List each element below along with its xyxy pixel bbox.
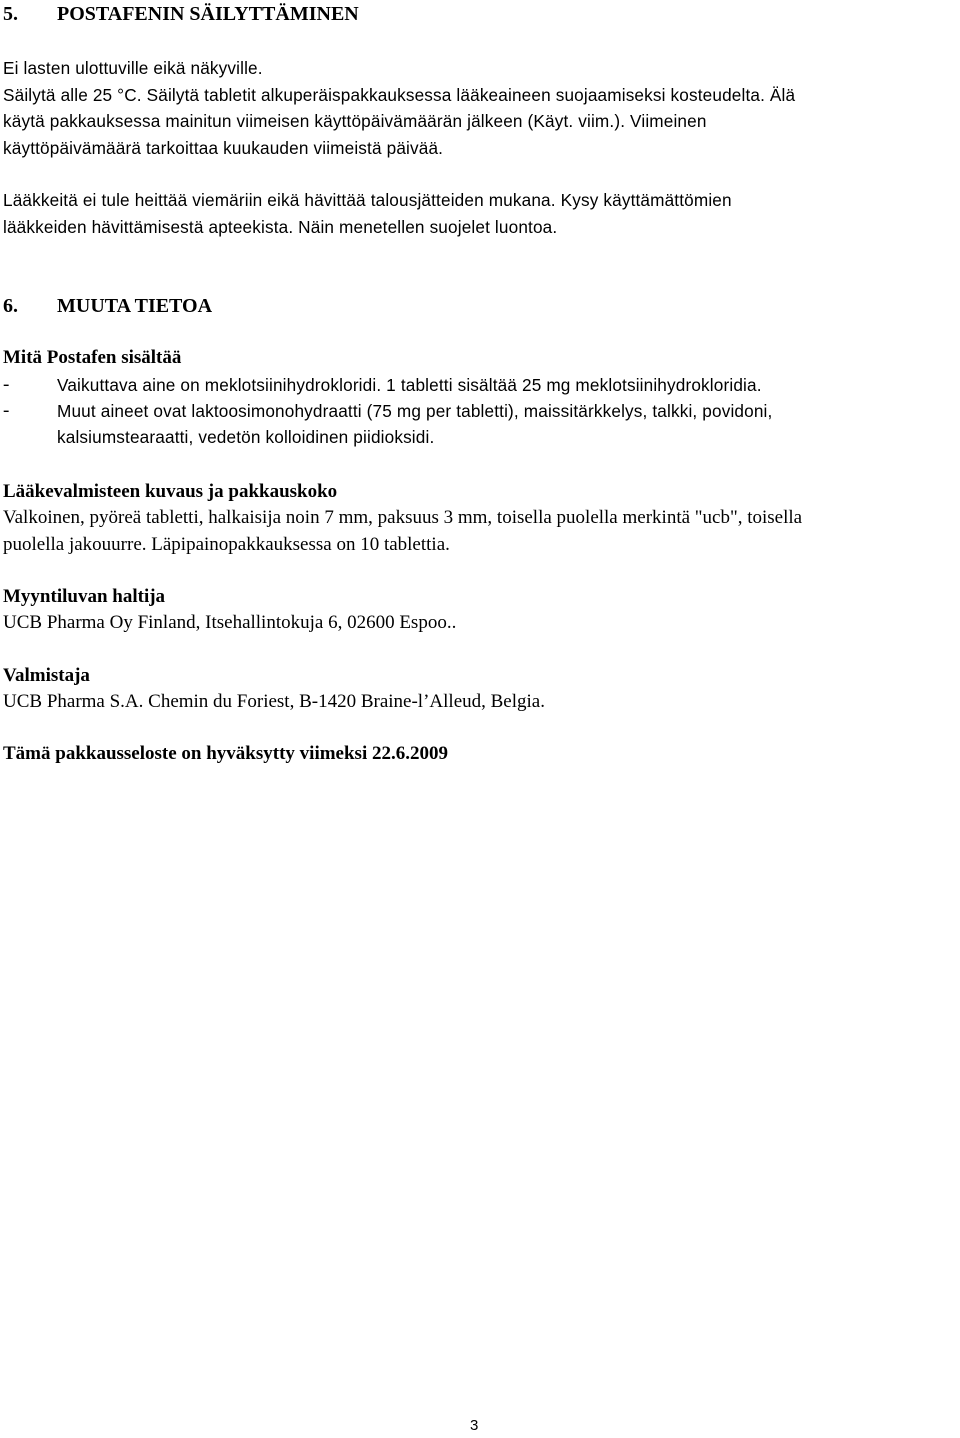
contents-heading: Mitä Postafen sisältää bbox=[3, 347, 182, 368]
storage-line-3: käytä pakkauksessa mainitun viimeisen käyttöpäivämäärän jälkeen (Käyt. viim.). Viimeinen bbox=[3, 111, 707, 131]
active-ingredient-line: Vaikuttava aine on meklotsiinihydrokloridi. 1 tabletti sisältää 25 mg meklotsiinihydrokloridia. bbox=[57, 375, 762, 395]
excipients-line-1: Muut aineet ovat laktoosimonohydraatti (75 mg per tabletti), maissitärkkelys, talkki, povidoni, bbox=[57, 401, 773, 421]
disposal-line-2: lääkkeiden hävittämisestä apteekista. Näin menetellen suojelet luontoa. bbox=[3, 217, 558, 237]
holder-text: UCB Pharma Oy Finland, Itsehallintokuja 6, 02600 Espoo.. bbox=[3, 612, 457, 633]
storage-line-2: Säilytä alle 25 °C. Säilytä tabletit alkuperäispakkauksessa lääkeaineen suojaamiseksi kosteudelta. Älä bbox=[3, 85, 796, 105]
section-5-title: POSTAFENIN SÄILYTTÄMINEN bbox=[57, 3, 359, 25]
section-6-heading bbox=[3, 293, 212, 319]
description-heading: Lääkevalmisteen kuvaus ja pakkauskoko bbox=[3, 481, 338, 502]
bullet-marker-1: - bbox=[3, 374, 10, 395]
manufacturer-text: UCB Pharma S.A. Chemin du Foriest, B-1420 Braine-l’Alleud, Belgia. bbox=[3, 691, 545, 712]
section-5-heading bbox=[3, 1, 359, 27]
holder-heading: Myyntiluvan haltija bbox=[3, 586, 166, 607]
bullet-marker-2: - bbox=[3, 400, 10, 421]
approval-date: Tämä pakkausseloste on hyväksytty viimeksi 22.6.2009 bbox=[3, 743, 448, 764]
excipients-line-2: kalsiumstearaatti, vedetön kolloidinen piidioksidi. bbox=[57, 427, 435, 447]
page-number: 3 bbox=[470, 1417, 479, 1434]
storage-line-1: Ei lasten ulottuville eikä näkyville. bbox=[3, 58, 263, 78]
manufacturer-heading: Valmistaja bbox=[3, 665, 90, 686]
section-6-title: MUUTA TIETOA bbox=[57, 295, 213, 317]
section-6-number: 6. bbox=[3, 295, 18, 317]
section-5-number: 5. bbox=[3, 3, 18, 25]
description-line-2: puolella jakouurre. Läpipainopakkauksessa on 10 tablettia. bbox=[3, 534, 450, 555]
description-line-1: Valkoinen, pyöreä tabletti, halkaisija noin 7 mm, paksuus 3 mm, toisella puolella merkintä "ucb", toisella bbox=[3, 507, 803, 528]
disposal-line-1: Lääkkeitä ei tule heittää viemäriin eikä hävittää talousjätteiden mukana. Kysy käyttämättömien bbox=[3, 190, 732, 210]
storage-line-4: käyttöpäivämäärä tarkoittaa kuukauden viimeistä päivää. bbox=[3, 138, 444, 158]
